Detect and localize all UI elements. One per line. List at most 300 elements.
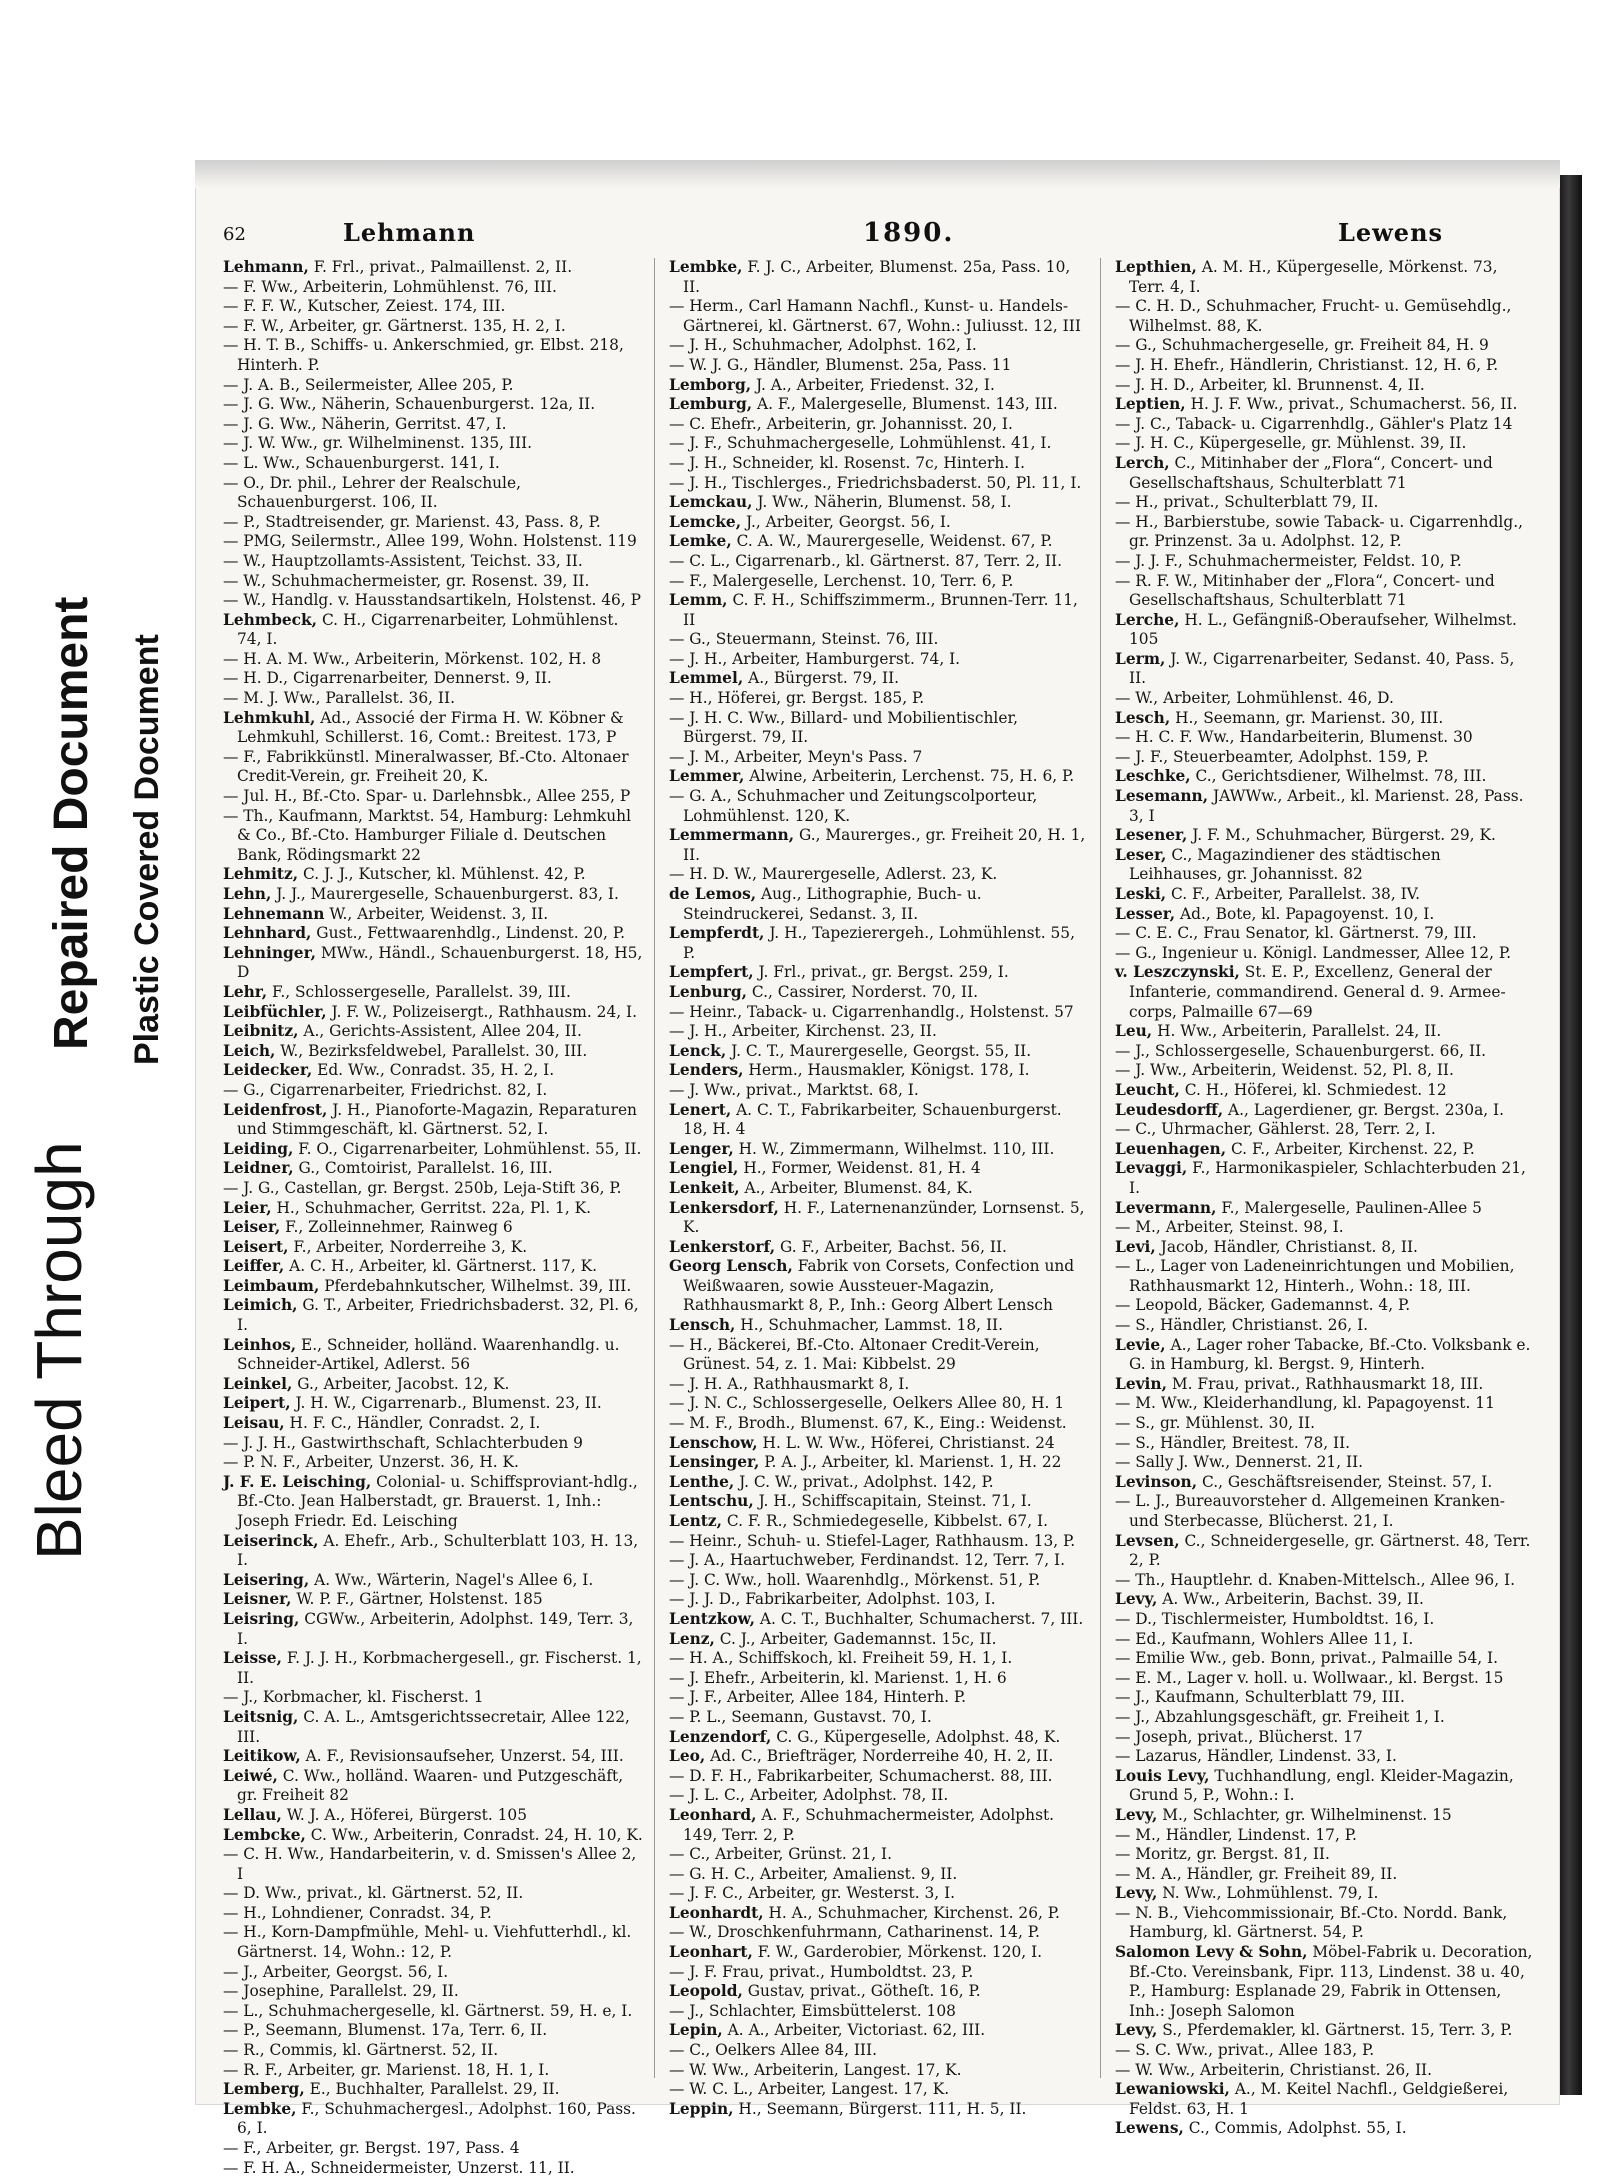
entry-details: J. J., Maurergeselle, Schauenburgerst. 83, I. bbox=[271, 885, 619, 903]
entry-surname: Leonhart, bbox=[669, 1943, 753, 1962]
entry-details: — P. N. F., Arbeiter, Unzerst. 36, H. K. bbox=[223, 1453, 519, 1472]
entry-details: — H. A. M. Ww., Arbeiterin, Mörkenst. 102, H. 8 bbox=[223, 649, 602, 668]
directory-entry bbox=[669, 1179, 1089, 1199]
directory-entry bbox=[669, 1473, 1089, 1493]
entry-details: J. Frl., privat., gr. Bergst. 259, I. bbox=[753, 963, 1009, 982]
directory-entry bbox=[223, 748, 643, 787]
entry-surname: Leiser, bbox=[223, 1218, 281, 1237]
entry-surname: Lempferdt, bbox=[669, 924, 765, 943]
entry-details: S., Pferdemakler, kl. Gärtnerst. 15, Terr. 3, P. bbox=[1157, 2021, 1513, 2040]
entry-details: — F. W., Arbeiter, gr. Gärtnerst. 135, H. 2, I. bbox=[223, 316, 566, 335]
entry-details: — S., gr. Mühlenst. 30, II. bbox=[1115, 1414, 1316, 1433]
entry-details: — H. C. F. Ww., Handarbeiterin, Blumenst. 30 bbox=[1115, 728, 1473, 747]
entry-surname: Levy, bbox=[1115, 1590, 1158, 1609]
bleed-through-label: Bleed Through bbox=[23, 1141, 95, 1560]
entry-details: — G., Steuermann, Steinst. 76, III. bbox=[669, 630, 939, 649]
entry-surname: Leidecker, bbox=[223, 1061, 313, 1080]
entry-details: — W. C. L., Arbeiter, Langest. 17, K. bbox=[669, 2080, 950, 2099]
directory-entry bbox=[1115, 905, 1535, 925]
directory-entry bbox=[669, 1728, 1089, 1748]
entry-surname: Levaggi, bbox=[1115, 1159, 1188, 1178]
entry-details: — H., privat., Schulterblatt 79, II. bbox=[1115, 493, 1379, 512]
entry-surname: Levie, bbox=[1115, 1335, 1166, 1354]
directory-entry bbox=[669, 1257, 1089, 1316]
directory-entry bbox=[1115, 1826, 1535, 1846]
directory-entry bbox=[1115, 1532, 1535, 1571]
directory-entry bbox=[1115, 1022, 1535, 1042]
directory-entry bbox=[669, 1806, 1089, 1845]
directory-entry bbox=[223, 885, 643, 905]
directory-entry bbox=[669, 650, 1089, 670]
page-number: 62 bbox=[223, 224, 246, 245]
entry-details: C. H., Höferei, kl. Schmiedest. 12 bbox=[1179, 1080, 1447, 1099]
directory-entry bbox=[1115, 1806, 1535, 1826]
entry-surname: Lenkeit, bbox=[669, 1178, 740, 1197]
directory-entry bbox=[1115, 552, 1535, 572]
entry-details: — H., Korn-Dampfmühle, Mehl- u. Viehfutterhdl., kl. Gärtnerst. 14, Wohn.: 12, P. bbox=[223, 1923, 632, 1962]
entry-surname: Lehmann, bbox=[223, 258, 309, 276]
entry-surname: Louis Levy, bbox=[1115, 1766, 1210, 1785]
directory-entry bbox=[223, 2041, 643, 2061]
directory-entry bbox=[223, 1179, 643, 1199]
entry-details: — Heinr., Taback- u. Cigarrenhandlg., Holstenst. 57 bbox=[669, 1002, 1074, 1021]
entry-details: J. Ww., Näherin, Blumenst. 58, I. bbox=[752, 493, 1012, 512]
entry-details: CGWw., Arbeiterin, Adolphst. 149, Terr. 3, I. bbox=[237, 1609, 634, 1648]
entry-surname: Lesener, bbox=[1115, 826, 1188, 845]
directory-entry bbox=[669, 415, 1089, 435]
entry-surname: Levi, bbox=[1115, 1237, 1156, 1256]
directory-entry bbox=[1115, 728, 1535, 748]
directory-entry bbox=[669, 689, 1089, 709]
directory-entry bbox=[223, 1199, 643, 1219]
entry-details: — G., Cigarrenarbeiter, Friedrichst. 82, I. bbox=[223, 1080, 548, 1099]
entry-details: — L. Ww., Schauenburgerst. 141, I. bbox=[223, 453, 500, 472]
directory-entry bbox=[669, 1630, 1089, 1650]
directory-entry bbox=[223, 1610, 643, 1649]
directory-entry bbox=[669, 572, 1089, 592]
entry-details: — H. A., Schiffskoch, kl. Freiheit 59, H. 1, I. bbox=[669, 1649, 1013, 1668]
directory-entry bbox=[1115, 944, 1535, 964]
entry-details: — C. H. Ww., Handarbeiterin, v. d. Smissen's Allee 2, I bbox=[223, 1845, 637, 1883]
entry-surname: Leidner, bbox=[223, 1159, 294, 1178]
entry-surname: Leisau, bbox=[223, 1414, 285, 1433]
directory-entry bbox=[223, 2159, 643, 2178]
entry-surname: Leser, bbox=[1115, 845, 1167, 864]
entry-details: J. C. T., Maurergeselle, Georgst. 55, II. bbox=[726, 1041, 1032, 1060]
entry-details: J. H. W., Cigarrenarb., Blumenst. 23, II. bbox=[290, 1394, 602, 1413]
entry-details: — F., Malergeselle, Lerchenst. 10, Terr. 6, P. bbox=[669, 571, 1014, 590]
directory-entry bbox=[223, 1845, 643, 1884]
entry-surname: Levin, bbox=[1115, 1374, 1167, 1393]
directory-entry bbox=[1115, 1708, 1535, 1728]
directory-entry bbox=[223, 1473, 643, 1532]
directory-entry bbox=[1115, 1590, 1535, 1610]
directory-column-2 bbox=[669, 258, 1089, 2118]
entry-surname: Leisert, bbox=[223, 1237, 289, 1256]
entry-details: — J. G. Ww., Näherin, Gerritst. 47, I. bbox=[223, 414, 507, 433]
directory-entry bbox=[669, 669, 1089, 689]
entry-details: — H., Barbierstube, sowie Taback- u. Cigarrenhdlg., gr. Prinzenst. 3a u. Adolphst. 12, P. bbox=[1115, 512, 1523, 551]
entry-details: Herm., Hausmakler, Königst. 178, I. bbox=[743, 1061, 1030, 1080]
entry-surname: Leonhard, bbox=[669, 1805, 757, 1824]
directory-entry bbox=[1115, 258, 1535, 297]
directory-entry bbox=[669, 474, 1089, 494]
directory-entry bbox=[1115, 1943, 1535, 2021]
directory-entry bbox=[669, 1708, 1089, 1728]
directory-entry bbox=[223, 1022, 643, 1042]
entry-details: F. J. C., Arbeiter, Blumenst. 25a, Pass. 10, II. bbox=[683, 258, 1071, 296]
directory-entry bbox=[223, 278, 643, 298]
directory-entry bbox=[1115, 1336, 1535, 1375]
entry-details: — F., Arbeiter, gr. Bergst. 197, Pass. 4 bbox=[223, 2139, 520, 2157]
entry-details: A., Gerichts-Assistent, Allee 204, II. bbox=[298, 1022, 582, 1041]
entry-surname: Lenschow, bbox=[669, 1433, 758, 1452]
directory-entry bbox=[1115, 846, 1535, 885]
directory-entry bbox=[669, 1923, 1089, 1943]
directory-entry bbox=[669, 1492, 1089, 1512]
entry-details: F., Zolleinnehmer, Rainweg 6 bbox=[280, 1218, 513, 1237]
entry-details: — PMG, Seilermstr., Allee 199, Wohn. Holstenst. 119 bbox=[223, 532, 637, 551]
entry-surname: Lehnhard, bbox=[223, 924, 312, 943]
directory-entry bbox=[669, 434, 1089, 454]
directory-entry bbox=[669, 2002, 1089, 2022]
entry-details: — D. F. H., Fabrikarbeiter, Schumacherst. 88, III. bbox=[669, 1766, 1053, 1785]
entry-details: — W., Arbeiter, Lohmühlenst. 46, D. bbox=[1115, 689, 1394, 708]
entry-details: F., Schlossergeselle, Parallelst. 39, III. bbox=[267, 982, 571, 1001]
entry-details: — J. H. A., Rathhausmarkt 8, I. bbox=[669, 1374, 910, 1393]
entry-surname: Levsen, bbox=[1115, 1531, 1180, 1550]
directory-entry bbox=[669, 1767, 1089, 1787]
entry-details: A. M. H., Küpergeselle, Mörkenst. 73, Terr. 4, I. bbox=[1129, 258, 1498, 296]
directory-entry bbox=[1115, 1630, 1535, 1650]
directory-entry bbox=[669, 1786, 1089, 1806]
directory-entry bbox=[223, 1904, 643, 1924]
entry-details: Tuchhandlung, engl. Kleider-Magazin, Grund 5, P., Wohn.: I. bbox=[1129, 1766, 1514, 1805]
directory-entry bbox=[223, 1296, 643, 1335]
entry-surname: Leschke, bbox=[1115, 767, 1191, 786]
entry-details: — C., Arbeiter, Grünst. 21, I. bbox=[669, 1845, 892, 1864]
directory-entry bbox=[669, 1394, 1089, 1414]
entry-details: — J., Korbmacher, kl. Fischerst. 1 bbox=[223, 1688, 484, 1707]
entry-details: — D., Tischlermeister, Humboldtst. 16, I. bbox=[1115, 1609, 1435, 1628]
directory-entry bbox=[669, 983, 1089, 1003]
entry-surname: Leibnitz, bbox=[223, 1022, 299, 1041]
entry-details: H. J. F. Ww., privat., Schumacherst. 56, II. bbox=[1185, 395, 1518, 414]
directory-entry bbox=[1115, 2080, 1535, 2119]
entry-details: Ad. C., Briefträger, Norderreihe 40, H. 2, II. bbox=[705, 1747, 1054, 1766]
directory-entry bbox=[1115, 415, 1535, 435]
entry-details: — W. Ww., Arbeiterin, Christianst. 26, II. bbox=[1115, 2060, 1433, 2079]
entry-details: — H., Bäckerei, Bf.-Cto. Altonaer Credit-Verein, Grünest. 54, z. 1. Mai: Kibbelst. 29 bbox=[669, 1335, 1040, 1374]
entry-details: C., Commis, Adolphst. 55, I. bbox=[1183, 2119, 1407, 2138]
directory-entry bbox=[1115, 1375, 1535, 1395]
entry-surname: Lewaniowski, bbox=[1115, 2080, 1230, 2099]
entry-details: C. A. L., Amtsgerichtssecretair, Allee 122, III. bbox=[237, 1707, 630, 1746]
entry-surname: Leich, bbox=[223, 1041, 276, 1060]
entry-details: J. F. M., Schuhmacher, Bürgerst. 29, K. bbox=[1187, 826, 1496, 845]
entry-surname: Lehr, bbox=[223, 982, 268, 1001]
entry-details: — Josephine, Parallelst. 29, II. bbox=[223, 1982, 459, 2001]
directory-entry bbox=[223, 1982, 643, 2002]
directory-entry bbox=[669, 1649, 1089, 1669]
entry-details: J. F. W., Polizeisergt., Rathhausm. 24, I. bbox=[326, 1002, 637, 1021]
directory-entry bbox=[223, 1688, 643, 1708]
entry-details: — C., Oelkers Allee 84, III. bbox=[669, 2041, 877, 2060]
directory-entry bbox=[669, 1414, 1089, 1434]
entry-details: — J. J. H., Gastwirthschaft, Schlachterbuden 9 bbox=[223, 1433, 583, 1452]
entry-details: E., Buchhalter, Parallelst. 29, II. bbox=[304, 2080, 560, 2099]
directory-entry bbox=[223, 552, 643, 572]
entry-details: — W. J. G., Händler, Blumenst. 25a, Pass. 11 bbox=[669, 355, 1012, 374]
directory-entry bbox=[669, 1238, 1089, 1258]
directory-entry bbox=[1115, 748, 1535, 768]
entry-details: H., Seemann, Bürgerst. 111, H. 5, II. bbox=[733, 2099, 1027, 2118]
entry-surname: Levy, bbox=[1115, 1884, 1158, 1903]
entry-details: — J. L. C., Arbeiter, Adolphst. 78, II. bbox=[669, 1786, 949, 1805]
entry-surname: Leisering, bbox=[223, 1570, 310, 1589]
entry-surname: Leiding, bbox=[223, 1139, 294, 1158]
entry-details: — J. F., Arbeiter, Allee 184, Hinterh. P. bbox=[669, 1688, 967, 1707]
directory-entry bbox=[1115, 493, 1535, 513]
entry-surname: Leski, bbox=[1115, 885, 1167, 903]
entry-details: — F. H. A., Schneidermeister, Unzerst. 11, II. bbox=[223, 2158, 575, 2177]
directory-entry bbox=[1115, 2041, 1535, 2061]
entry-details: — H. D. W., Maurergeselle, Adlerst. 23, K. bbox=[669, 865, 998, 884]
directory-entry bbox=[669, 924, 1089, 963]
entry-details: A. Ww., Arbeiterin, Bachst. 39, II. bbox=[1157, 1590, 1424, 1609]
directory-entry bbox=[1115, 1061, 1535, 1081]
directory-entry bbox=[669, 552, 1089, 572]
entry-details: — C. H. D., Schuhmacher, Frucht- u. Gemüsehdlg., Wilhelmst. 88, K. bbox=[1115, 297, 1512, 335]
entry-details: — E. M., Lager v. holl. u. Wollwaar., kl. Bergst. 15 bbox=[1115, 1668, 1504, 1687]
entry-details: — R., Commis, kl. Gärtnerst. 52, II. bbox=[223, 2041, 499, 2060]
directory-entry bbox=[669, 1434, 1089, 1454]
entry-details: — F. Ww., Arbeiterin, Lohmühlenst. 76, III. bbox=[223, 277, 557, 296]
directory-entry bbox=[669, 1551, 1089, 1571]
scanned-directory-page bbox=[195, 160, 1560, 2177]
entry-details: — Jul. H., Bf.-Cto. Spar- u. Darlehnsbk., Allee 255, P bbox=[223, 787, 631, 806]
directory-entry bbox=[669, 258, 1089, 297]
directory-entry bbox=[669, 1199, 1089, 1238]
directory-entry bbox=[223, 297, 643, 317]
directory-entry bbox=[669, 1943, 1089, 1963]
directory-entry bbox=[223, 1101, 643, 1140]
entry-surname: Lenthe, bbox=[669, 1472, 735, 1491]
entry-details: — J., Schlossergeselle, Schauenburgerst. 66, II. bbox=[1115, 1041, 1487, 1060]
entry-details: C. F. R., Schmiedegeselle, Kibbelst. 67, I. bbox=[722, 1512, 1048, 1530]
directory-entry bbox=[1115, 1492, 1535, 1531]
entry-surname: Lewens, bbox=[1115, 2119, 1184, 2138]
entry-details: — Moritz, gr. Bergst. 81, II. bbox=[1115, 1845, 1330, 1864]
directory-entry bbox=[223, 1336, 643, 1375]
directory-entry bbox=[669, 336, 1089, 356]
entry-details: J. C. W., privat., Adolphst. 142, P. bbox=[734, 1472, 994, 1491]
directory-entry bbox=[1115, 1101, 1535, 1121]
entry-surname: Lenkerstorf, bbox=[669, 1237, 776, 1256]
entry-surname: Lesser, bbox=[1115, 904, 1176, 923]
entry-surname: Leimich, bbox=[223, 1296, 298, 1315]
entry-surname: Lenburg, bbox=[669, 982, 747, 1001]
directory-entry bbox=[1115, 1434, 1535, 1454]
directory-entry bbox=[1115, 1904, 1535, 1943]
directory-entry bbox=[223, 1884, 643, 1904]
directory-entry bbox=[669, 1688, 1089, 1708]
entry-details: — L., Lager von Ladeneinrichtungen und Mobilien, Rathhausmarkt 12, Hinterh., Wohn.: 18, III. bbox=[1115, 1257, 1515, 1295]
directory-entry bbox=[669, 1316, 1089, 1336]
entry-surname: Lengiel, bbox=[669, 1159, 739, 1178]
entry-surname: Leiwé, bbox=[223, 1766, 278, 1785]
entry-details: Colonial- u. Schiffsproviant-hdlg., Bf.-Cto. Jean Halberstadt, gr. Brauerst. 1, Inh.: Joseph Friedr. Ed. Leisching bbox=[237, 1472, 638, 1530]
directory-entry bbox=[223, 1708, 643, 1747]
entry-details: — Ed., Kaufmann, Wohlers Allee 11, I. bbox=[1115, 1629, 1414, 1648]
entry-details: — G. A., Schuhmacher und Zeitungscolporteur, Lohmühlenst. 120, K. bbox=[669, 787, 1038, 825]
entry-details: — J. C. Ww., holl. Waarenhdlg., Mörkenst. 51, P. bbox=[669, 1570, 1041, 1589]
entry-surname: Leisner, bbox=[223, 1590, 292, 1609]
entry-surname: Levy, bbox=[1115, 2021, 1158, 2040]
repaired-document-label: Repaired Document bbox=[45, 596, 98, 1050]
entry-details: A. C. T., Fabrikarbeiter, Schauenburgerst. 18, H. 4 bbox=[683, 1100, 1062, 1139]
entry-surname: Leier, bbox=[223, 1198, 272, 1217]
entry-details: A. F., Malergeselle, Blumenst. 143, III. bbox=[752, 395, 1058, 414]
directory-entry bbox=[1115, 336, 1535, 356]
entry-surname: Leo, bbox=[669, 1747, 706, 1766]
directory-entry bbox=[669, 1003, 1089, 1023]
directory-entry bbox=[223, 434, 643, 454]
entry-surname: Leitsnig, bbox=[223, 1707, 299, 1726]
entry-details: — H. D., Cigarrenarbeiter, Dennerst. 9, II. bbox=[223, 669, 552, 688]
entry-details: J. W., Cigarrenarbeiter, Sedanst. 40, Pass. 5, II. bbox=[1129, 649, 1515, 688]
entry-details: — O., Dr. phil., Lehrer der Realschule, Schauenburgerst. 106, II. bbox=[223, 473, 521, 512]
entry-surname: Lemburg, bbox=[669, 395, 753, 414]
entry-details: — P. L., Seemann, Gustavst. 70, I. bbox=[669, 1707, 932, 1726]
entry-surname: Leidenfrost, bbox=[223, 1100, 328, 1119]
header-first-name: Lehmann bbox=[343, 218, 476, 247]
directory-entry bbox=[1115, 1688, 1535, 1708]
entry-surname: Lellau, bbox=[223, 1805, 282, 1824]
entry-details: — W., Handlg. v. Hausstandsartikeln, Holstenst. 46, P bbox=[223, 591, 641, 610]
entry-details: — C., Uhrmacher, Gählerst. 28, Terr. 2, I. bbox=[1115, 1120, 1436, 1139]
plastic-covered-label: Plastic Covered Document bbox=[128, 634, 166, 1065]
directory-entry bbox=[669, 454, 1089, 474]
directory-entry bbox=[1115, 297, 1535, 336]
entry-details: — Leopold, Bäcker, Gademannst. 4, P. bbox=[1115, 1296, 1411, 1315]
directory-entry bbox=[223, 1806, 643, 1826]
directory-entry bbox=[669, 1845, 1089, 1865]
directory-entry bbox=[223, 1042, 643, 1062]
entry-details: G., Comtoirist, Parallelst. 16, III. bbox=[293, 1159, 553, 1178]
entry-surname: Lenzendorf, bbox=[669, 1727, 772, 1746]
directory-entry bbox=[223, 474, 643, 513]
directory-entry bbox=[1115, 434, 1535, 454]
entry-details: C., Cassirer, Norderst. 70, II. bbox=[746, 982, 979, 1001]
entry-details: — J. G. Ww., Näherin, Schauenburgerst. 12a, II. bbox=[223, 395, 596, 414]
directory-entry bbox=[1115, 1081, 1535, 1101]
entry-surname: Lemke, bbox=[669, 532, 732, 551]
directory-entry bbox=[223, 611, 643, 650]
directory-entry bbox=[669, 356, 1089, 376]
directory-entry bbox=[223, 983, 643, 1003]
entry-details: G. T., Arbeiter, Friedrichsbaderst. 32, Pl. 6, I. bbox=[237, 1296, 639, 1335]
directory-entry bbox=[223, 591, 643, 611]
entry-details: — Th., Kaufmann, Marktst. 54, Hamburg: Lehmkuhl & Co., Bf.-Cto. Hamburger Filiale d. Deutschen Bank, Rödingsmarkt 22 bbox=[223, 806, 631, 864]
directory-entry bbox=[223, 454, 643, 474]
directory-entry bbox=[669, 2041, 1089, 2061]
directory-entry bbox=[669, 1982, 1089, 2002]
entry-surname: Leisring, bbox=[223, 1609, 300, 1628]
entry-surname: Lemmer, bbox=[669, 767, 745, 786]
entry-details: — C. E. C., Frau Senator, kl. Gärtnerst. 79, III. bbox=[1115, 924, 1477, 943]
directory-entry bbox=[669, 748, 1089, 768]
entry-details: — G., Schuhmachergeselle, gr. Freiheit 84, H. 9 bbox=[1115, 336, 1489, 355]
entry-details: M., Schlachter, gr. Wilhelminenst. 15 bbox=[1157, 1805, 1452, 1824]
entry-surname: Lesch, bbox=[1115, 708, 1171, 727]
entry-details: — J. H., Tischlerges., Friedrichsbaderst. 50, Pl. 11, I. bbox=[669, 473, 1082, 492]
entry-surname: Salomon Levy & Sohn, bbox=[1115, 1943, 1308, 1962]
directory-entry bbox=[669, 767, 1089, 787]
directory-entry bbox=[1115, 1238, 1535, 1258]
entry-surname: Lemborg, bbox=[669, 375, 752, 394]
entry-details: Ad., Associé der Firma H. W. Köbner & Lehmkuhl, Schillerst. 16, Comt.: Breitest. 173, P bbox=[237, 708, 624, 747]
entry-details: J. A., Arbeiter, Friedenst. 32, I. bbox=[751, 375, 995, 394]
entry-details: C. H., Cigarrenarbeiter, Lohmühlenst. 74, I. bbox=[237, 610, 619, 649]
entry-details: J. H., Tapezierergeh., Lohmühlenst. 55, P. bbox=[683, 924, 1075, 962]
entry-surname: Lensch, bbox=[669, 1316, 736, 1335]
entry-details: F. W., Garderobier, Mörkenst. 120, I. bbox=[752, 1943, 1043, 1962]
entry-surname: Lemckau, bbox=[669, 493, 753, 512]
directory-entry bbox=[669, 865, 1089, 885]
entry-details: — J. J. F., Schuhmachermeister, Feldst. 10, P. bbox=[1115, 551, 1462, 570]
directory-entry bbox=[223, 2080, 643, 2100]
directory-entry bbox=[669, 297, 1089, 336]
directory-entry bbox=[669, 1571, 1089, 1591]
entry-surname: Lemm, bbox=[669, 591, 728, 610]
entry-details: — J. F., Steuerbeamter, Adolphst. 159, P. bbox=[1115, 747, 1429, 766]
directory-entry bbox=[1115, 2119, 1535, 2139]
directory-entry bbox=[223, 336, 643, 375]
entry-surname: Lenger, bbox=[669, 1139, 734, 1158]
entry-details: H. A., Schuhmacher, Kirchenst. 26, P. bbox=[763, 1903, 1060, 1922]
entry-details: — F. F. W., Kutscher, Zeiest. 174, III. bbox=[223, 297, 506, 316]
directory-entry bbox=[223, 1257, 643, 1277]
directory-entry bbox=[223, 2021, 643, 2041]
page-header bbox=[223, 218, 1543, 252]
entry-surname: Leimbaum, bbox=[223, 1276, 320, 1295]
directory-entry bbox=[1115, 1884, 1535, 1904]
entry-surname: Lempfert, bbox=[669, 963, 754, 982]
entry-details: A., Bürgerst. 79, II. bbox=[743, 669, 900, 688]
directory-entry bbox=[1115, 356, 1535, 376]
entry-surname: Leiserinck, bbox=[223, 1531, 319, 1550]
entry-details: H. W., Zimmermann, Wilhelmst. 110, III. bbox=[733, 1139, 1055, 1158]
directory-column-3 bbox=[1115, 258, 1535, 2138]
directory-entry bbox=[1115, 767, 1535, 787]
entry-surname: Lenz, bbox=[669, 1629, 715, 1648]
entry-details: — J. A., Haartuchweber, Ferdinandst. 12, Terr. 7, I. bbox=[669, 1551, 1065, 1570]
directory-entry bbox=[223, 1590, 643, 1610]
entry-details: G., Arbeiter, Jacobst. 12, K. bbox=[292, 1374, 510, 1393]
directory-entry bbox=[223, 669, 643, 689]
entry-details: — M. Ww., Kleiderhandlung, kl. Papagoyenst. 11 bbox=[1115, 1394, 1495, 1413]
entry-details: — G. H. C., Arbeiter, Amalienst. 9, II. bbox=[669, 1864, 958, 1883]
entry-surname: Leipert, bbox=[223, 1394, 291, 1413]
entry-details: — J. H., Arbeiter, Kirchenst. 23, II. bbox=[669, 1022, 937, 1041]
entry-details: — C. Ehefr., Arbeiterin, gr. Johannisst. 20, I. bbox=[669, 414, 1013, 433]
entry-details: — C. L., Cigarrenarb., kl. Gärtnerst. 87, Terr. 2, II. bbox=[669, 551, 1062, 570]
entry-surname: Lerch, bbox=[1115, 453, 1170, 472]
directory-entry bbox=[223, 317, 643, 337]
entry-surname: Lehmkuhl, bbox=[223, 708, 316, 727]
directory-entry bbox=[1115, 376, 1535, 396]
